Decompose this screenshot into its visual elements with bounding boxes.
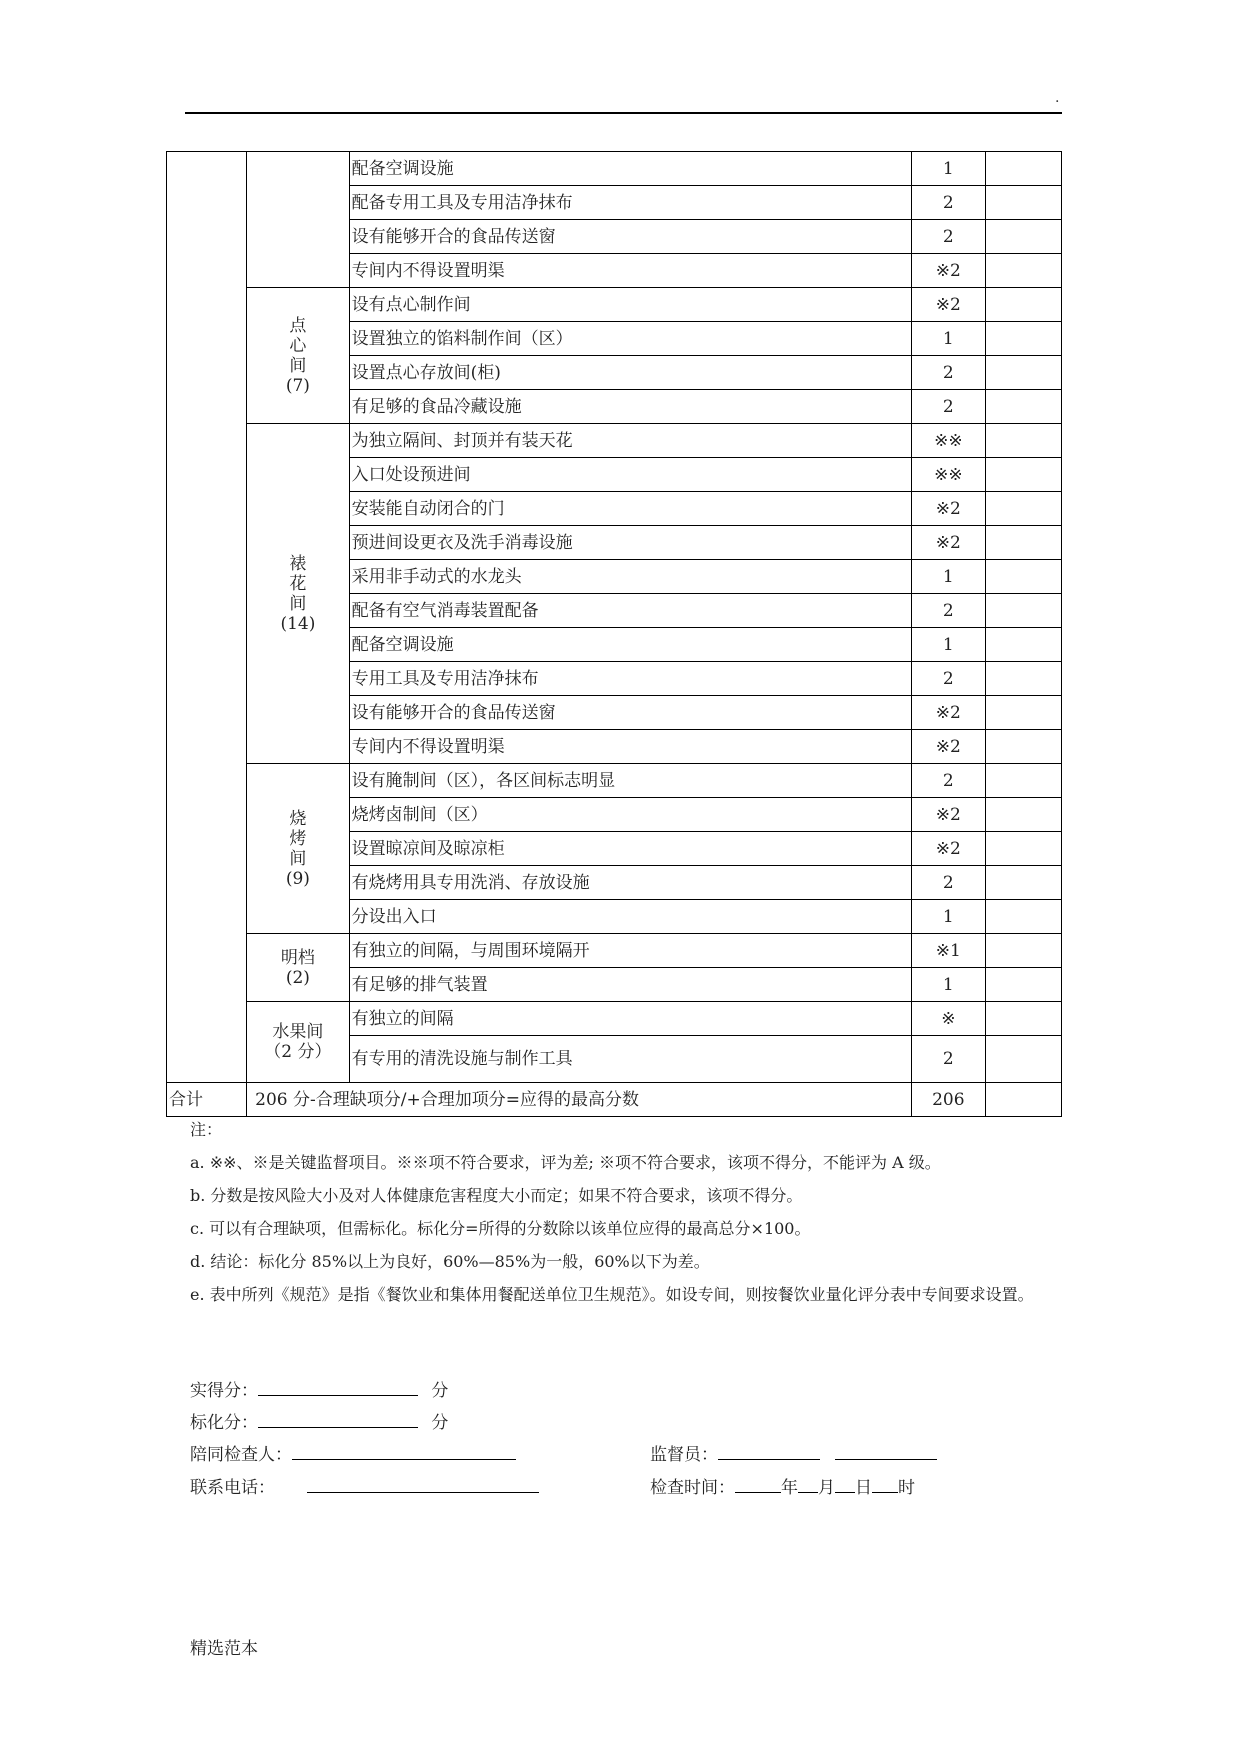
table-row	[167, 288, 1062, 322]
subcategory-label: 间	[289, 593, 307, 614]
score-cell: 1	[911, 152, 985, 186]
hour-label: 时	[898, 1478, 915, 1498]
item-cell: 预进间设更衣及洗手消毒设施	[349, 526, 911, 560]
score-cell: 2	[911, 390, 985, 424]
subcategory-label: 明档	[280, 947, 315, 968]
item-cell: 有足够的食品冷藏设施	[349, 390, 911, 424]
subcategory-label: 烧	[289, 808, 307, 829]
phone-label: 联系电话：	[190, 1478, 275, 1498]
score-cell: 2	[911, 866, 985, 900]
item-cell: 配备专用工具及专用洁净抹布	[349, 186, 911, 220]
escort-label: 陪同检查人：	[190, 1445, 292, 1465]
item-cell: 有独立的间隔，与周围环境隔开	[349, 934, 911, 968]
escort-field[interactable]	[292, 1441, 516, 1460]
actual-score-cell[interactable]	[985, 560, 1061, 594]
subcategory-shaokao	[247, 764, 349, 934]
subcategory-points: (7)	[285, 375, 310, 396]
notes-title: 注：	[190, 1120, 223, 1139]
actual-score-cell[interactable]	[985, 696, 1061, 730]
item-cell: 设置晾凉间及晾凉柜	[349, 832, 911, 866]
score-cell: ※※	[911, 458, 985, 492]
item-cell: 专用工具及专用洁净抹布	[349, 662, 911, 696]
actual-score-cell[interactable]	[985, 662, 1061, 696]
score-cell: ※2	[911, 730, 985, 764]
note-e: e. 表中所列《规范》是指《餐饮业和集体用餐配送单位卫生规范》。如设专间，则按餐饮业量化评分表中专间要求设置。	[190, 1285, 1034, 1304]
item-cell: 配备空调设施	[349, 152, 911, 186]
score-cell: 2	[911, 1036, 985, 1083]
table-row	[167, 1002, 1062, 1036]
note-b: b. 分数是按风险大小及对人体健康危害程度大小而定；如果不符合要求，该项不得分。	[190, 1186, 803, 1205]
standard-score-unit: 分	[431, 1413, 449, 1433]
actual-score-unit: 分	[431, 1381, 449, 1401]
item-cell: 有专用的清洗设施与制作工具	[349, 1036, 911, 1083]
score-cell: ※※	[911, 424, 985, 458]
score-cell: 1	[911, 560, 985, 594]
item-cell: 配备有空气消毒装置配备	[349, 594, 911, 628]
item-cell: 专间内不得设置明渠	[349, 730, 911, 764]
item-cell: 有足够的排气装置	[349, 968, 911, 1002]
day-field[interactable]	[835, 1474, 855, 1493]
year-field[interactable]	[735, 1474, 781, 1493]
item-cell: 为独立隔间、封顶并有装天花	[349, 424, 911, 458]
day-label: 日	[855, 1478, 872, 1498]
subcategory-mingdang	[247, 934, 349, 1002]
actual-score-cell[interactable]	[985, 322, 1061, 356]
note-c: c. 可以有合理缺项，但需标化。标化分=所得的分数除以该单位应得的最高总分×100。	[190, 1219, 811, 1238]
score-cell: ※2	[911, 254, 985, 288]
actual-score-cell[interactable]	[985, 288, 1061, 322]
actual-score-cell[interactable]	[985, 152, 1061, 186]
subcategory-label: 花	[289, 573, 307, 594]
header-rule	[185, 112, 1062, 114]
inspector-label: 监督员：	[650, 1445, 718, 1465]
actual-score-cell[interactable]	[985, 356, 1061, 390]
total-formula: 206 分-合理缺项分/+合理加项分=应得的最高分数	[247, 1083, 912, 1117]
item-cell: 设有腌制间（区），各区间标志明显	[349, 764, 911, 798]
subcategory-points: (14)	[280, 613, 316, 634]
note-d: d. 结论：标化分 85%以上为良好，60%—85%为一般，60%以下为差。	[190, 1252, 710, 1271]
actual-score-cell[interactable]	[985, 390, 1061, 424]
note-a: a. ※※、※是关键监督项目。※※项不符合要求，评为差; ※项不符合要求，该项不得分，不能评为 A 级。	[190, 1153, 941, 1172]
actual-score-cell[interactable]	[985, 186, 1061, 220]
item-cell: 有独立的间隔	[349, 1002, 911, 1036]
actual-score-cell[interactable]	[985, 900, 1061, 934]
item-cell: 设置点心存放间(柜)	[349, 356, 911, 390]
year-label: 年	[781, 1478, 798, 1498]
score-cell: ※2	[911, 492, 985, 526]
total-row	[167, 1083, 1062, 1117]
actual-score-cell[interactable]	[985, 798, 1061, 832]
item-cell: 烧烤卤制间（区）	[349, 798, 911, 832]
score-cell: 2	[911, 186, 985, 220]
item-cell: 有烧烤用具专用洗消、存放设施	[349, 866, 911, 900]
subcategory-points: (9)	[285, 868, 310, 889]
subcategory-label: 间	[289, 355, 307, 376]
footer-text: 精选范本	[190, 1639, 258, 1659]
subcategory-label: 烤	[289, 828, 307, 849]
total-label: 合计	[167, 1083, 247, 1117]
month-field[interactable]	[798, 1474, 818, 1493]
score-cell: 2	[911, 594, 985, 628]
actual-score-cell[interactable]	[985, 254, 1061, 288]
subcategory-points: （2 分）	[264, 1042, 332, 1062]
score-cell: 2	[911, 662, 985, 696]
notes-section	[190, 1113, 1070, 1311]
score-cell: 1	[911, 968, 985, 1002]
actual-score-cell[interactable]	[985, 220, 1061, 254]
item-cell: 配备空调设施	[349, 628, 911, 662]
actual-score-cell[interactable]	[985, 1002, 1061, 1036]
item-cell: 设有能够开合的食品传送窗	[349, 696, 911, 730]
actual-score-cell[interactable]	[985, 492, 1061, 526]
subcategory-points: (2)	[285, 967, 310, 988]
table-row	[167, 934, 1062, 968]
standard-score-line	[190, 1408, 448, 1433]
item-cell: 安装能自动闭合的门	[349, 492, 911, 526]
item-cell: 设有点心制作间	[349, 288, 911, 322]
score-cell: ※1	[911, 934, 985, 968]
standard-score-label: 标化分：	[190, 1413, 258, 1433]
inspection-time-line	[650, 1473, 915, 1498]
actual-score-cell[interactable]	[985, 764, 1061, 798]
item-cell: 设有能够开合的食品传送窗	[349, 220, 911, 254]
subcategory-shuiguo	[247, 1002, 349, 1083]
actual-score-field[interactable]	[258, 1377, 418, 1396]
total-actual-cell[interactable]	[985, 1083, 1061, 1117]
score-cell: ※	[911, 1002, 985, 1036]
standard-score-field[interactable]	[258, 1409, 418, 1428]
phone-line	[190, 1473, 539, 1498]
escort-line	[190, 1440, 516, 1465]
subcategory-label: 点	[289, 315, 307, 336]
score-cell: 1	[911, 900, 985, 934]
score-cell: 2	[911, 764, 985, 798]
score-cell: ※2	[911, 696, 985, 730]
actual-score-cell[interactable]	[985, 968, 1061, 1002]
actual-score-cell[interactable]	[985, 458, 1061, 492]
inspection-time-label: 检查时间：	[650, 1478, 735, 1498]
item-cell: 入口处设预进间	[349, 458, 911, 492]
inspector-line	[650, 1440, 937, 1465]
actual-score-cell[interactable]	[985, 424, 1061, 458]
actual-score-cell[interactable]	[985, 1036, 1061, 1083]
phone-field[interactable]	[307, 1474, 539, 1493]
subcategory-biaohua	[247, 424, 349, 764]
hour-field[interactable]	[872, 1474, 898, 1493]
score-cell: ※2	[911, 288, 985, 322]
score-cell: 1	[911, 628, 985, 662]
table-row	[167, 152, 1062, 186]
month-label: 月	[818, 1478, 835, 1498]
actual-score-cell[interactable]	[985, 526, 1061, 560]
actual-score-cell[interactable]	[985, 832, 1061, 866]
score-cell: ※2	[911, 832, 985, 866]
item-cell: 分设出入口	[349, 900, 911, 934]
category-cell	[167, 152, 247, 1083]
actual-score-cell[interactable]	[985, 628, 1061, 662]
header-dot: .	[1055, 90, 1060, 106]
table-row	[167, 424, 1062, 458]
subcategory-dianxin	[247, 288, 349, 424]
item-cell: 采用非手动式的水龙头	[349, 560, 911, 594]
subcategory-label: 裱	[289, 553, 307, 574]
actual-score-cell[interactable]	[985, 866, 1061, 900]
subcategory-cell	[247, 152, 349, 288]
inspector-field-2[interactable]	[835, 1441, 937, 1460]
subcategory-label: 心	[289, 335, 307, 356]
score-cell: 2	[911, 220, 985, 254]
subcategory-label: 间	[289, 848, 307, 869]
actual-score-cell[interactable]	[985, 730, 1061, 764]
total-score: 206	[911, 1083, 985, 1117]
subcategory-label: 水果间	[272, 1022, 324, 1042]
score-cell: 2	[911, 356, 985, 390]
score-cell: 1	[911, 322, 985, 356]
score-cell: ※2	[911, 526, 985, 560]
table-row	[167, 764, 1062, 798]
actual-score-cell[interactable]	[985, 594, 1061, 628]
actual-score-label: 实得分：	[190, 1381, 258, 1401]
score-cell: ※2	[911, 798, 985, 832]
item-cell: 设置独立的馅料制作间（区）	[349, 322, 911, 356]
actual-score-cell[interactable]	[985, 934, 1061, 968]
item-cell: 专间内不得设置明渠	[349, 254, 911, 288]
scoring-table	[166, 151, 1062, 1117]
actual-score-line	[190, 1376, 448, 1401]
inspector-field-1[interactable]	[718, 1441, 820, 1460]
